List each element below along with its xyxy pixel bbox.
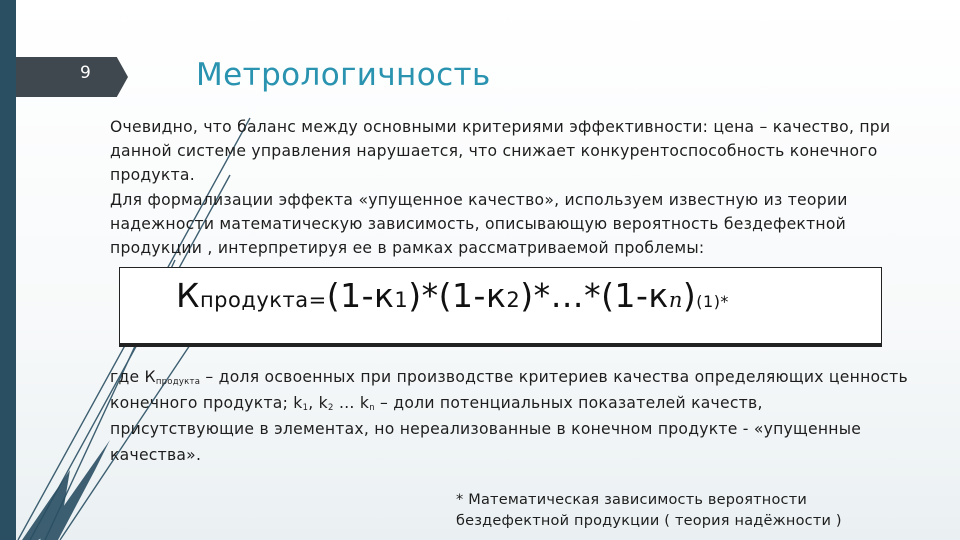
explanation-part-3: , k xyxy=(308,394,328,412)
explanation-part-4: … k xyxy=(333,394,370,412)
formula-subscript-2: 2 xyxy=(506,288,521,312)
formula-part-4: ) xyxy=(682,276,697,315)
explanation-text xyxy=(110,364,910,468)
formula xyxy=(176,276,729,315)
explanation-sub-k1: 1 xyxy=(302,403,309,413)
explanation-sub-k2: 2 xyxy=(327,403,334,413)
formula-number: (1)* xyxy=(696,292,729,311)
formula-lhs-subscript: продукта xyxy=(199,288,309,312)
slide-number: 9 xyxy=(80,63,91,83)
explanation-part-5: – доли потенциальных показателей качеств, присутствующие в элементах, но нереализованные в конечном продукте - «упущенные качества». xyxy=(110,394,862,464)
explanation-part-1: где К xyxy=(110,368,156,386)
explanation-sub-kn: n xyxy=(369,403,375,413)
formula-box xyxy=(119,267,882,344)
footnote: * Математическая зависимость вероятности бездефектной продукции ( теория надёжности ) xyxy=(456,492,842,529)
slide-number-tag xyxy=(16,57,128,97)
formula-subscript-n: n xyxy=(668,288,683,312)
explanation-sub-product: продукта xyxy=(155,377,201,387)
formula-equals: = xyxy=(308,288,327,312)
explanation-part-2: – доля освоенных при производстве критериев качества определяющих ценность конечного продукта; k xyxy=(110,368,908,412)
intro-paragraph-2: Для формализации эффекта «упущенное качество», используем известную из теории надежности математическую зависимость, описывающую вероятность бездефектной продукции , интерпретируя ее в рамках рассматриваемой проблемы: xyxy=(110,190,848,258)
slide-title: Метрологичность xyxy=(196,57,491,93)
formula-part-1: (1-к xyxy=(326,276,395,315)
formula-part-2: )*(1-к xyxy=(408,276,507,315)
intro-paragraph-1: Очевидно, что баланс между основными критериями эффективности: цена – качество, при данной системе управления нарушается, что снижает конкурентоспособность конечного продукта. xyxy=(110,118,891,185)
formula-subscript-1: 1 xyxy=(394,288,409,312)
formula-lhs: К xyxy=(176,276,200,315)
decor-shape-2 xyxy=(40,440,110,540)
intro-text xyxy=(110,115,930,287)
formula-part-3: )*…*(1-к xyxy=(520,276,669,315)
